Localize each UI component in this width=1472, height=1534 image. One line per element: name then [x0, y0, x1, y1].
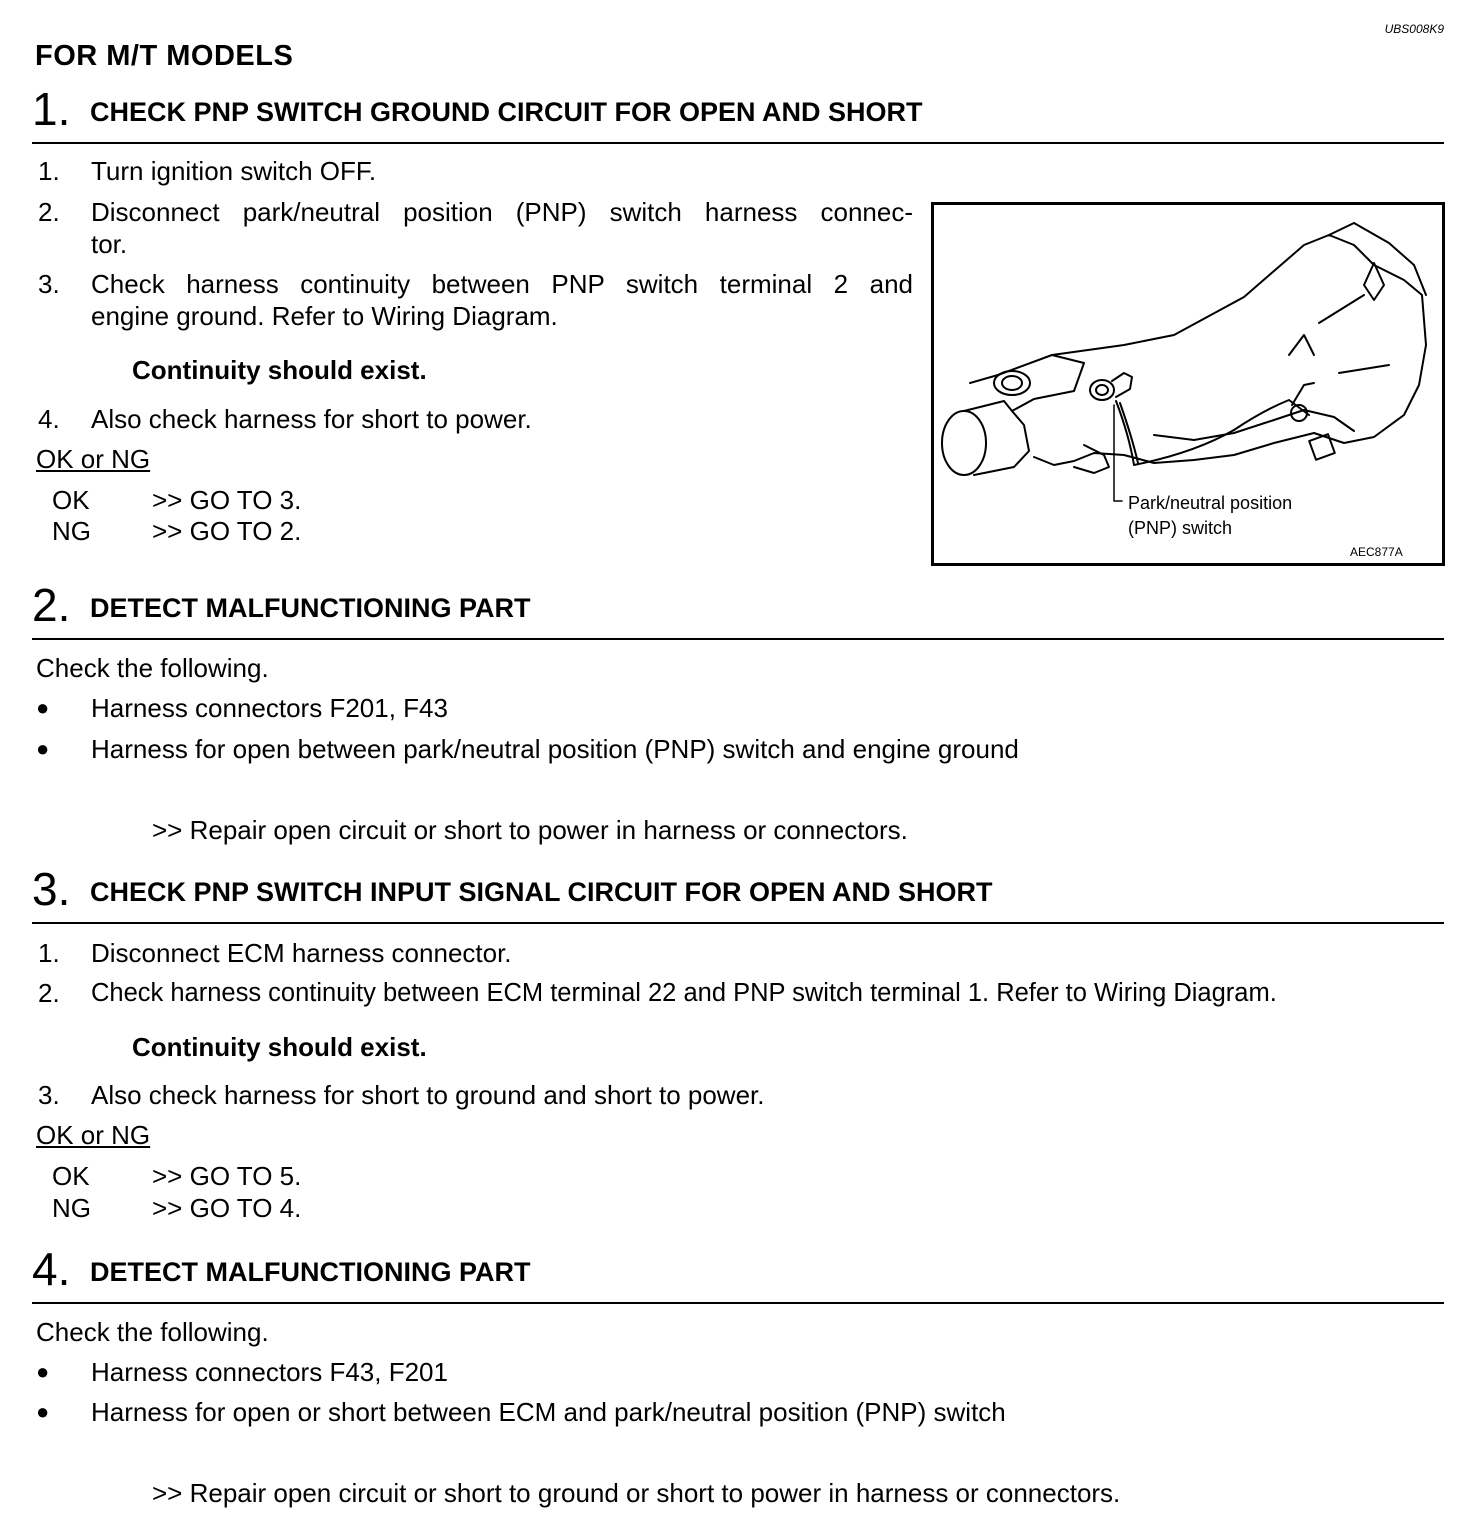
step-3-ok-action[interactable]: >> GO TO 5.: [152, 1161, 302, 1191]
step-3-ng-action[interactable]: >> GO TO 4.: [152, 1193, 302, 1223]
step-2-bullet-2: Harness for open between park/neutral position (PNP) switch and engine ground: [91, 734, 1019, 764]
step-1-spec: Continuity should exist.: [132, 355, 427, 385]
step-3-ok-key: OK: [52, 1161, 90, 1191]
step-3-item-3-text: Also check harness for short to ground and short to power.: [91, 1080, 765, 1110]
step-4-intro: Check the following.: [36, 1317, 269, 1347]
step-1-item-2-text-a: Disconnect park/neutral position (PNP) switch harness connec-: [91, 197, 913, 227]
step-2-bullet-1: Harness connectors F201, F43: [91, 693, 448, 723]
bullet-icon: ●: [36, 695, 50, 720]
step-2-number: 2.: [32, 579, 71, 631]
step-2-header: [32, 579, 1444, 640]
step-2-title: DETECT MALFUNCTIONING PART: [90, 593, 531, 623]
step-1-item-3-text-b: engine ground. Refer to Wiring Diagram.: [91, 301, 558, 331]
step-4-bullet-1: Harness connectors F43, F201: [91, 1357, 448, 1387]
figure-id: AEC877A: [1350, 545, 1403, 559]
step-1-ok-key: OK: [52, 485, 90, 515]
bullet-icon: ●: [36, 1399, 50, 1424]
step-1-ng-action[interactable]: >> GO TO 2.: [152, 516, 302, 546]
step-3-number: 3.: [32, 863, 71, 915]
step-4-number: 4.: [32, 1243, 71, 1295]
step-4-action: >> Repair open circuit or short to ground or short to power in harness or connectors.: [152, 1478, 1121, 1508]
figure-label-line-2: (PNP) switch: [1128, 518, 1233, 538]
step-2-intro: Check the following.: [36, 653, 269, 683]
step-4-header: [32, 1243, 1444, 1304]
step-1-header: [32, 83, 1444, 144]
step-3-item-1-text: Disconnect ECM harness connector.: [91, 938, 512, 968]
step-4-title: DETECT MALFUNCTIONING PART: [90, 1257, 531, 1287]
step-3-ok-or-ng: OK or NG: [36, 1120, 151, 1150]
document-id: UBS008K9: [1384, 22, 1444, 36]
bullet-icon: ●: [36, 736, 50, 761]
step-3-item-2-number: 2.: [38, 978, 60, 1008]
step-3-header: [32, 863, 1444, 924]
step-1-item-2-number: 2.: [38, 197, 60, 227]
step-3-title: CHECK PNP SWITCH INPUT SIGNAL CIRCUIT FOR OPEN AND SHORT: [90, 877, 993, 907]
step-1-item-4-text: Also check harness for short to power.: [91, 404, 532, 434]
step-1-item-2-text-b: tor.: [91, 229, 128, 259]
step-3-spec: Continuity should exist.: [132, 1032, 427, 1062]
step-1-title: CHECK PNP SWITCH GROUND CIRCUIT FOR OPEN AND SHORT: [90, 97, 923, 127]
step-3-ng-key: NG: [52, 1193, 91, 1223]
step-1-ng-key: NG: [52, 516, 91, 546]
step-1-item-3-number: 3.: [38, 269, 60, 299]
step-1-item-3-text-a: Check harness continuity between PNP switch terminal 2 and: [91, 269, 913, 299]
pnp-switch-figure: [931, 202, 1445, 566]
step-2-action: >> Repair open circuit or short to power in harness or connectors.: [152, 815, 908, 845]
bellhousing-opening: [942, 411, 986, 475]
figure-label-line-1: Park/neutral position: [1128, 493, 1293, 513]
step-1-item-1-number: 1.: [38, 156, 60, 186]
bullet-icon: ●: [36, 1359, 50, 1384]
step-1-ok-action[interactable]: >> GO TO 3.: [152, 485, 302, 515]
step-3-item-3-number: 3.: [38, 1080, 60, 1110]
step-1-item-4-number: 4.: [38, 404, 60, 434]
step-3-item-1-number: 1.: [38, 938, 60, 968]
step-4-bullet-2: Harness for open or short between ECM and park/neutral position (PNP) switch: [91, 1397, 1006, 1427]
step-1-ok-or-ng: OK or NG: [36, 444, 151, 474]
step-3-item-2-text: Check harness continuity between ECM terminal 22 and PNP switch terminal 1. Refer to Wiring Diagram.: [91, 979, 1277, 1007]
step-1-number: 1.: [32, 83, 71, 135]
section-title: FOR M/T MODELS: [35, 40, 294, 72]
step-1-item-1-text: Turn ignition switch OFF.: [91, 156, 377, 186]
